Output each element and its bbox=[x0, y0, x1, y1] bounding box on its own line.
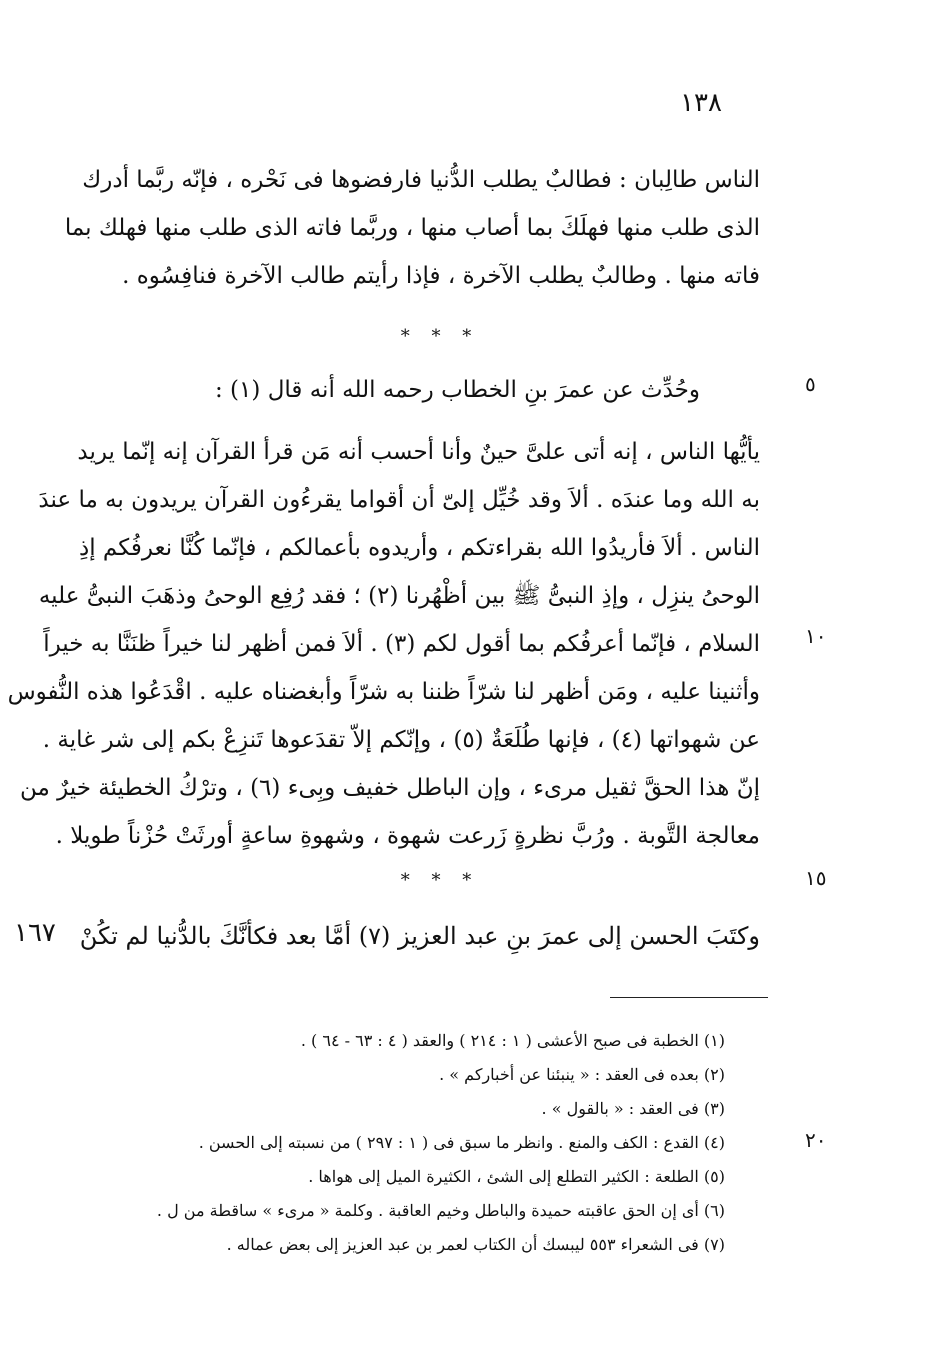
text-line: فاته منها . وطالبٌ يطلب الآخرة ، فإذا رأيتم طالب الآخرة فنافِسُوه . bbox=[122, 263, 760, 289]
text-line: عن شهواتها (٤) ، فإنها طُلَعَةٌ (٥) ، وإنّكم إلاّ تقدَعوها تَنزِعْ بكم إلى شر غاية . bbox=[42, 727, 760, 753]
footnote: (٤) القدع : الكف والمنع . وانظر ما سبق فى ( ١ : ٢٩٧ ) من نسبته إلى الحسن . bbox=[198, 1133, 725, 1152]
text-line: إنّ هذا الحقَّ ثقيل مرىء ، وإن الباطل خفيف وبِىء (٦) ، وترْكُ الخطيئة خيرٌ من bbox=[19, 775, 760, 801]
footnote-rule bbox=[610, 997, 768, 998]
text-line: الذى طلب منها فهلَكَ بما أصاب منها ، وربَّما فاته الذى طلب منها فهلك بما bbox=[64, 215, 760, 241]
margin-line-number: ١٥ bbox=[805, 866, 827, 890]
paragraph-2 bbox=[7, 428, 760, 860]
text-line: السلام ، فإنّما أعرفُكم بما أقول لكم (٣) . ألاَ فمن أظهر لنا خيراً ظنَنَّا به خيراً bbox=[43, 631, 760, 657]
margin-line-number: ١٠ bbox=[805, 624, 827, 648]
text-line: به الله وما عندَه . ألاَ وقد خُيِّل إلىّ أن أقواما يقرءُون القرآن يريدون به ما عندَ bbox=[38, 487, 760, 513]
text-line: وأثنينا عليه ، ومَن أظهر لنا شرّاً ظننا به شرّاً وأبغضناه عليه . اقْدَعُوا هذه النُّفوس bbox=[7, 679, 760, 705]
text-line: معالجة التَّوبة . ورُبَّ نظرةٍ زَرعت شهوة ، وشهوةِ ساعةٍ أورثَتْ حُزْناً طويلا . bbox=[55, 823, 760, 849]
section-separator: * * * bbox=[400, 870, 480, 891]
heading-hasan bbox=[79, 912, 760, 960]
footnote: (٧) فى الشعراء ٥٥٣ ليبسك أن الكتاب لعمر بن عبد العزيز إلى بعض عماله . bbox=[226, 1235, 725, 1254]
margin-line-number: ٥ bbox=[805, 372, 816, 396]
footnote: (٥) الطلعة : الكثير التطلع إلى الشئ ، الكثيرة الميل إلى هواها . bbox=[308, 1167, 725, 1186]
footnote: (٢) بعده فى العقد : « ينبئنا عن أخباركم » . bbox=[439, 1065, 725, 1084]
footnotes bbox=[85, 1024, 725, 1262]
text-line: الناس . ألاَ فأريدُوا الله بقراءتكم ، وأريدوه بأعمالكم ، فإنّما كُنَّا نعرفُكم إذِ bbox=[78, 535, 760, 561]
heading-umar bbox=[100, 366, 760, 414]
page-reference: ١٦٧ bbox=[14, 918, 56, 948]
section-separator: * * * bbox=[400, 326, 480, 347]
margin-line-number: ٢٠ bbox=[805, 1128, 827, 1152]
text-line: وحُدِّث عن عمرَ بنِ الخطاب رحمه الله أنه قال (١) : bbox=[215, 377, 700, 403]
footnote: (٣) فى العقد : « بالقول » . bbox=[541, 1099, 725, 1118]
footnote: (١) الخطبة فى صبح الأعشى ( ١ : ٢١٤ ) والعقد ( ٤ : ٦٣ - ٦٤ ) . bbox=[300, 1031, 725, 1050]
text-line: الوحىُ ينزِل ، وإذِ النبىُّ ﷺ بين أظْهُرنا (٢) ؛ فقد رُفِع الوحىُ وذهَبَ النبىُّ عليه bbox=[38, 583, 760, 609]
page-number: ١٣٨ bbox=[680, 88, 722, 118]
text-line: الناس طالِبان : فطالبٌ يطلب الدُّنيا فارفضوها فى نَحْره ، فإنّه ربَّما أدرك bbox=[82, 167, 760, 193]
text-line: يأيُّها الناس ، إنه أتى علىَّ حينٌ وأنا أحسب أنه مَن قرأ القرآن إنه إنّما يريد bbox=[77, 439, 760, 465]
footnote: (٦) أى إن الحق عاقبته حميدة والباطل وخيم العاقبة . وكلمة « مرىء » ساقطة من ل . bbox=[156, 1201, 725, 1220]
text-line: وكتَبَ الحسن إلى عمرَ بنِ عبد العزيز (٧) أمَّا بعد فكأنَّكَ بالدُّنيا لم تكُنْ bbox=[79, 922, 760, 950]
paragraph-1 bbox=[64, 156, 760, 300]
